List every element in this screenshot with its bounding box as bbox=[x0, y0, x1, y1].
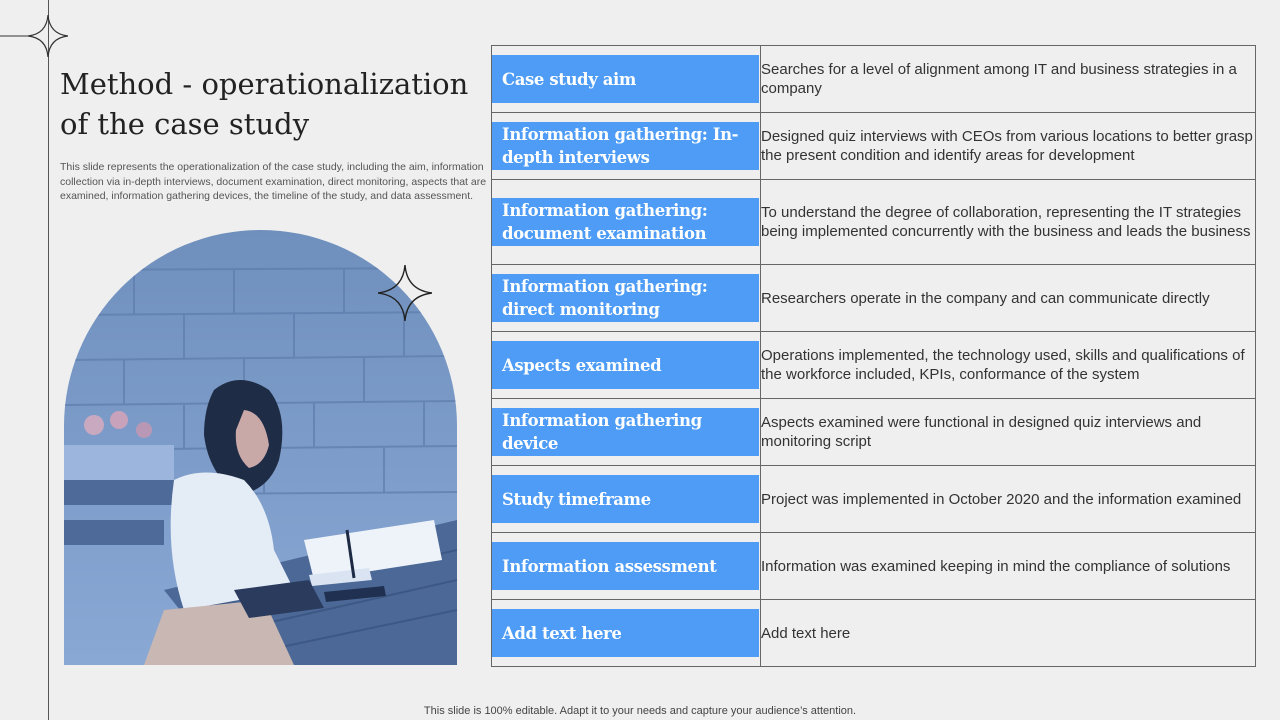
row-label: Information gathering device bbox=[492, 408, 759, 456]
row-label: Add text here bbox=[492, 609, 759, 657]
row-text: Operations implemented, the technology used, skills and qualifications of the workforce included, KPIs, conformance of the system bbox=[761, 332, 1256, 399]
row-label-cell bbox=[492, 265, 761, 332]
row-text: To understand the degree of collaboration, representing the IT strategies being implemented concurrently with the business and leads the business bbox=[761, 180, 1256, 265]
row-label: Information assessment bbox=[492, 542, 759, 590]
row-text: Information was examined keeping in mind the compliance of solutions bbox=[761, 533, 1256, 600]
row-label: Information gathering: direct monitoring bbox=[492, 274, 759, 322]
slide-title: Method - operationalization of the case study bbox=[60, 67, 469, 141]
table-row bbox=[492, 46, 1256, 113]
row-label-cell bbox=[492, 533, 761, 600]
sparkle-icon bbox=[378, 265, 432, 321]
row-label-cell bbox=[492, 113, 761, 180]
row-text: Aspects examined were functional in designed quiz interviews and monitoring script bbox=[761, 399, 1256, 466]
table-row bbox=[492, 399, 1256, 466]
row-label: Study timeframe bbox=[492, 475, 759, 523]
row-label-cell bbox=[492, 466, 761, 533]
row-label: Information gathering: document examination bbox=[492, 198, 759, 246]
vertical-divider-line bbox=[48, 0, 49, 720]
row-text: Searches for a level of alignment among IT and business strategies in a company bbox=[761, 46, 1256, 113]
footer-note: This slide is 100% editable. Adapt it to your needs and capture your audience’s attention. bbox=[423, 705, 857, 717]
row-label-cell bbox=[492, 46, 761, 113]
table-row bbox=[492, 113, 1256, 180]
row-label: Case study aim bbox=[492, 55, 759, 103]
row-label: Information gathering: In-depth interviews bbox=[492, 122, 759, 170]
row-label-cell bbox=[492, 399, 761, 466]
table-row bbox=[492, 600, 1256, 667]
row-label-cell bbox=[492, 600, 761, 667]
slide-description: This slide represents the operationalization of the case study, including the aim, information collection via in-depth interviews, document examination, direct monitoring, aspects that are examined, information gathering devices, the timeline of the study, and data assessment. bbox=[60, 161, 487, 202]
sparkle-tail-line bbox=[0, 34, 30, 38]
row-text: Designed quiz interviews with CEOs from various locations to better grasp the present condition and identify areas for development bbox=[761, 113, 1256, 180]
row-text: Researchers operate in the company and can communicate directly bbox=[761, 265, 1256, 332]
row-text: Add text here bbox=[761, 600, 1256, 667]
row-label-cell bbox=[492, 180, 761, 265]
row-label: Aspects examined bbox=[492, 341, 759, 389]
row-text: Project was implemented in October 2020 and the information examined bbox=[761, 466, 1256, 533]
table-row bbox=[492, 466, 1256, 533]
table-row bbox=[492, 265, 1256, 332]
sparkle-icon bbox=[28, 15, 68, 57]
row-label-cell bbox=[492, 332, 761, 399]
table-row bbox=[492, 180, 1256, 265]
method-table bbox=[491, 45, 1256, 667]
table-row bbox=[492, 332, 1256, 399]
table-row bbox=[492, 533, 1256, 600]
